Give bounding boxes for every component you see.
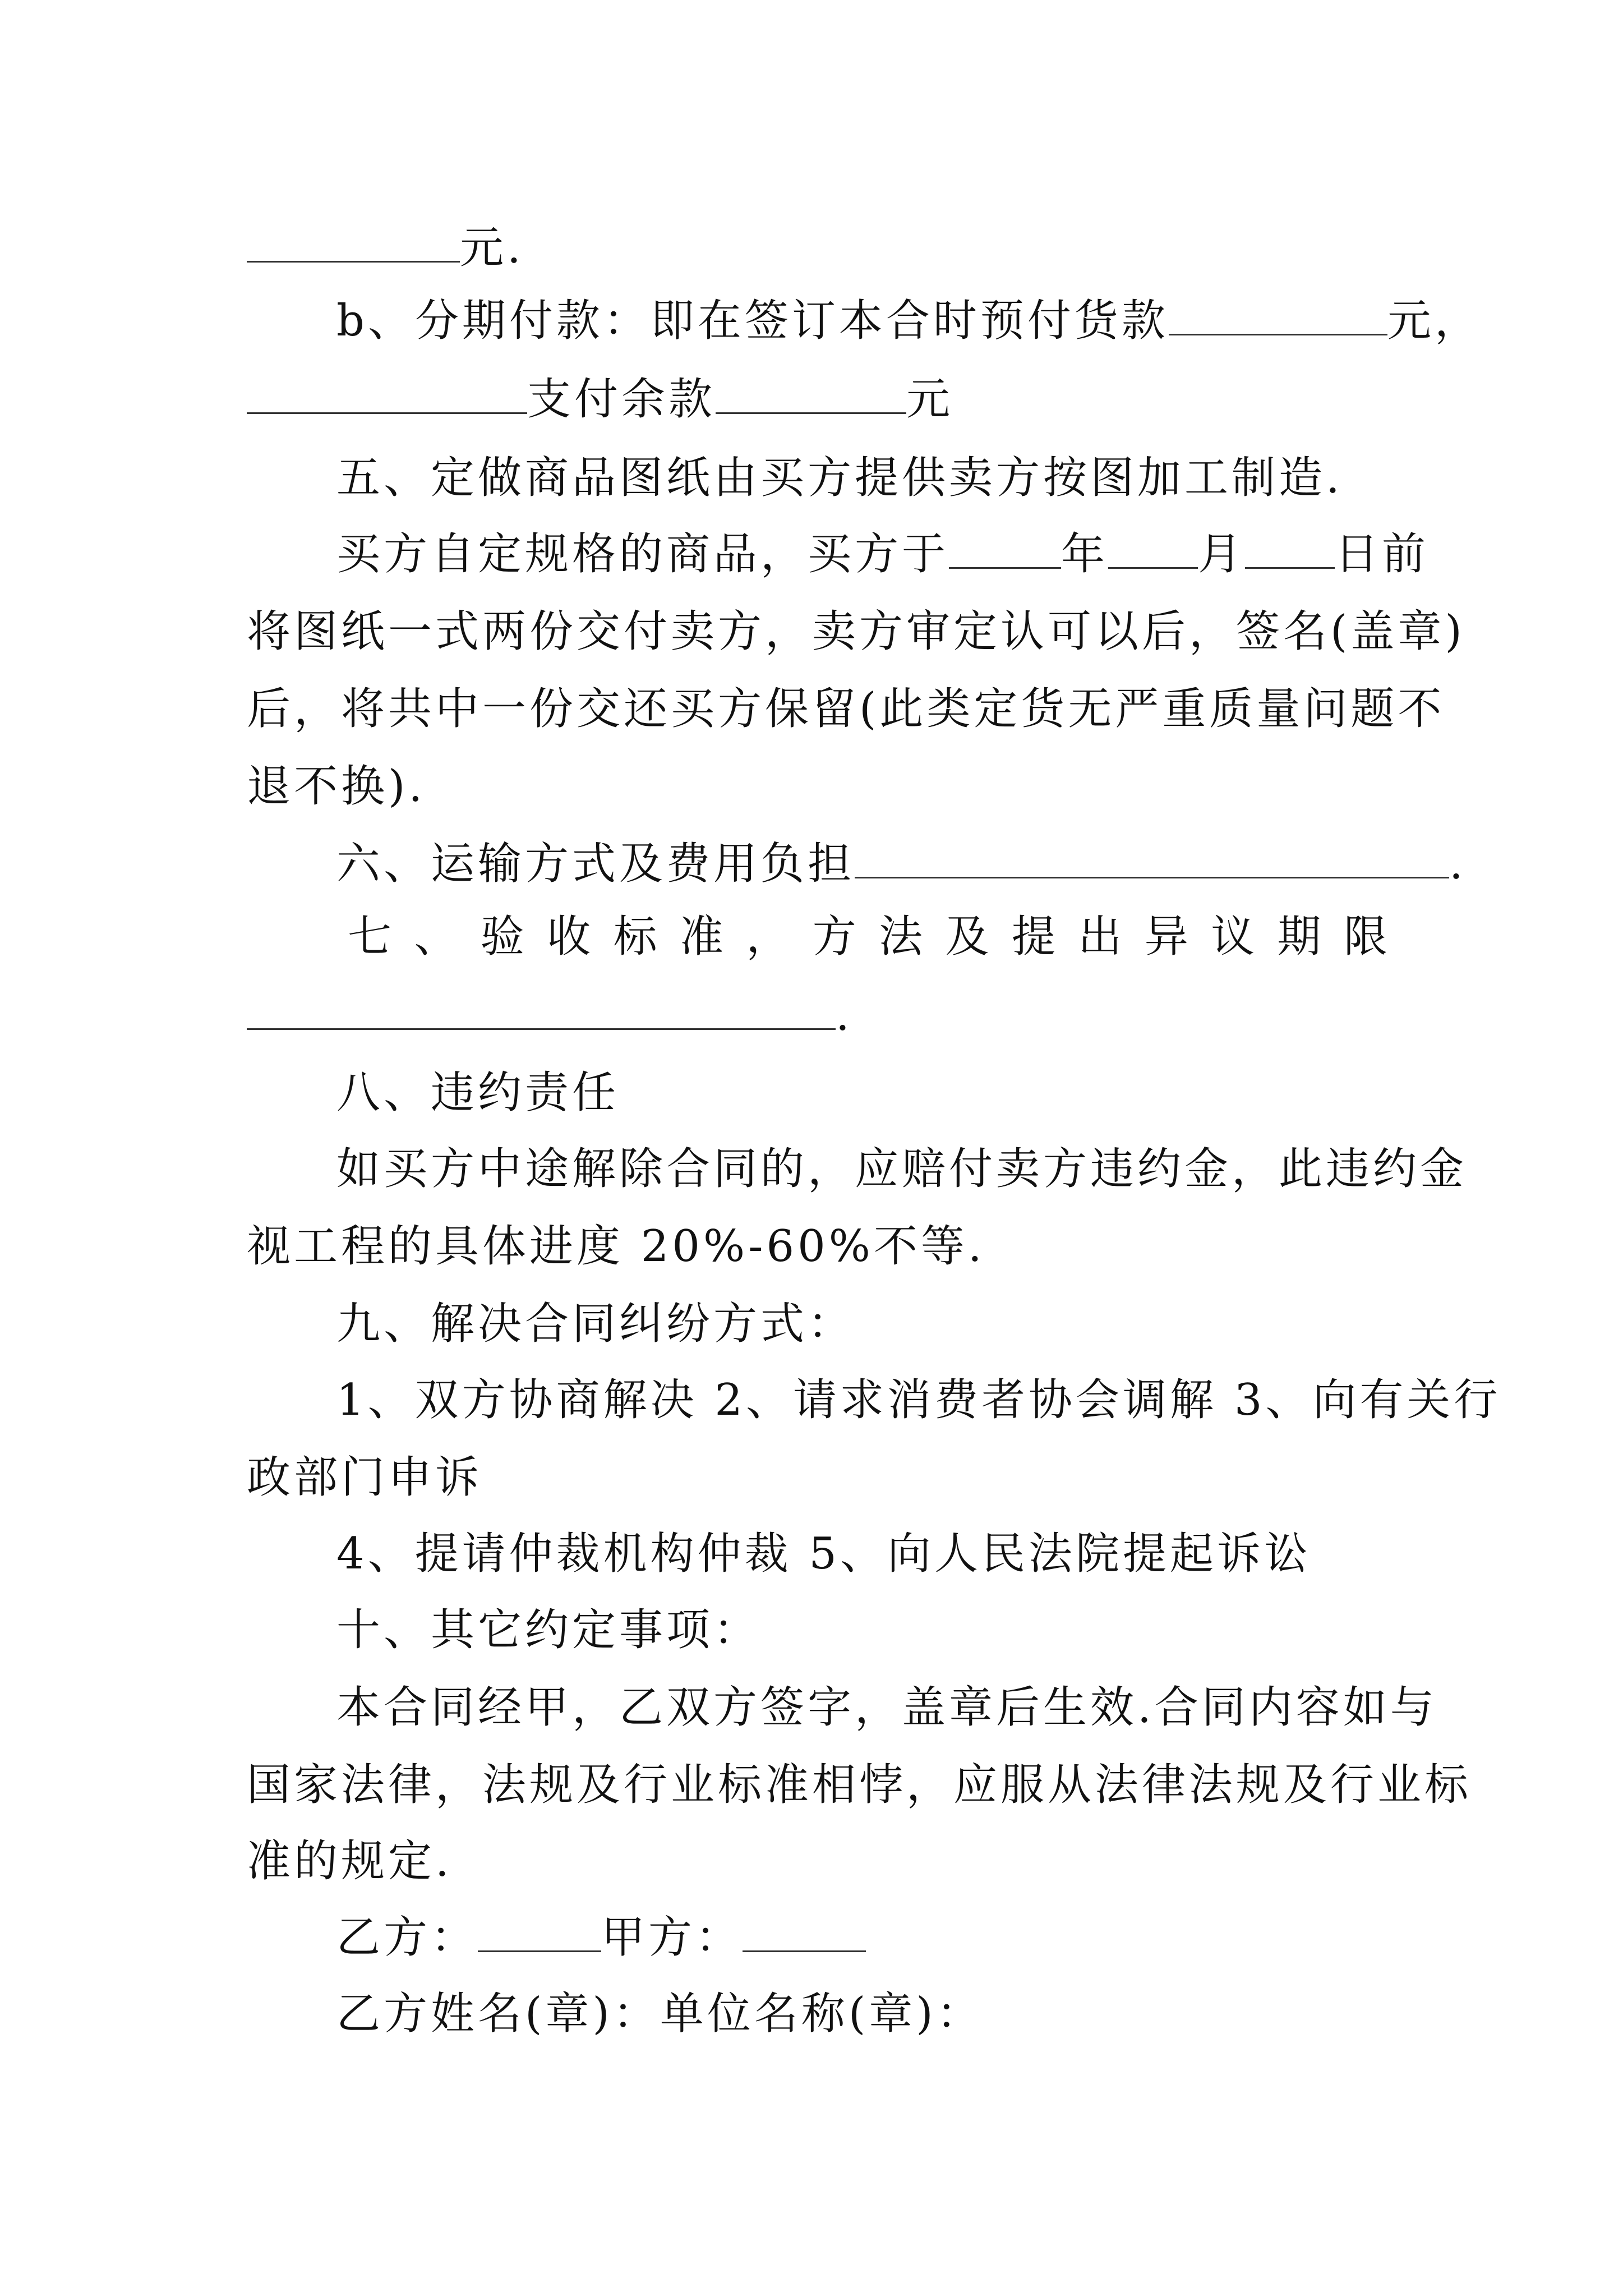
blank-field: [1108, 528, 1198, 569]
clause-10-line-3: 准的规定.: [247, 1836, 453, 1887]
clause-5-line-4: 退不换).: [247, 761, 426, 812]
char: 出: [1078, 912, 1126, 962]
text: 年: [1061, 529, 1109, 579]
blank-field: [743, 1911, 866, 1952]
blank-field: [247, 373, 527, 414]
char: 法: [879, 912, 926, 962]
clause-9-line-2: 政部门申诉: [247, 1452, 483, 1503]
clause-9-line-1: 1、双方协商解决 2、请求消费者协会调解 3、向有关行: [336, 1375, 1501, 1425]
signature-names: 乙方姓名(章)：单位名称(章)：: [336, 1989, 984, 2039]
text: 元.: [460, 223, 524, 273]
clause-8-heading: 八、违约责任: [336, 1068, 620, 1118]
clause-7: [348, 909, 1391, 965]
blank-field: [247, 222, 460, 263]
char: 议: [1211, 912, 1258, 962]
installment-line: [336, 293, 1481, 349]
text: 六、运输方式及费用负担: [336, 839, 855, 889]
char: 提: [1011, 912, 1059, 962]
char: 限: [1343, 912, 1391, 962]
clause-10-heading: 十、其它约定事项：: [336, 1605, 761, 1655]
text: 买方自定规格的商品，买方于: [336, 529, 949, 579]
blank-field: [949, 528, 1061, 569]
char: 、: [414, 912, 462, 962]
char: 七: [348, 912, 395, 962]
text: 元，: [1387, 296, 1482, 346]
char: 验: [480, 912, 528, 962]
clause-9-heading: 九、解决合同纠纷方式：: [336, 1299, 855, 1349]
char: 及: [945, 912, 993, 962]
clause-8-line-2: 视工程的具体进度 20%-60%不等.: [247, 1221, 985, 1272]
clause-5-line-1: [336, 526, 1481, 582]
blank-field: [1169, 295, 1387, 335]
blank-field: [1245, 528, 1335, 569]
party-b-label: 乙方：: [336, 1912, 478, 1963]
char: ，: [746, 912, 794, 962]
clause-10-line-2: 国家法律，法规及行业标准相悖，应服从法律法规及行业标: [247, 1760, 1472, 1810]
char: 收: [547, 912, 594, 962]
blank-field: [855, 838, 1449, 878]
text: b、分期付款：即在签订本合时预付货款: [336, 296, 1169, 346]
char: 异: [1144, 912, 1192, 962]
blank-field: [716, 373, 906, 414]
char: 方: [812, 912, 860, 962]
party-a-label: 甲方：: [601, 1912, 743, 1963]
clause-6: [336, 836, 1481, 892]
clause-5-heading: 五、定做商品图纸由买方提供卖方按图加工制造.: [336, 453, 1343, 503]
clause-7-blank-line: [247, 987, 1391, 1043]
clause-9-line-3: 4、提请仲裁机构仲裁 5、向人民法院提起诉讼: [336, 1529, 1312, 1579]
char: 标: [613, 912, 661, 962]
clause-8-line-1: 如买方中途解除合同的，应赔付卖方违约金，此违约金: [336, 1144, 1468, 1194]
blank-field: [247, 989, 836, 1030]
text: .: [836, 990, 853, 1041]
blank-field: [478, 1911, 601, 1952]
balance-line: [247, 371, 1391, 427]
char: 准: [679, 912, 727, 962]
text: 支付余款: [527, 374, 716, 425]
amount-line: [247, 220, 1391, 276]
text: 元: [906, 374, 954, 425]
signature-parties: [336, 1910, 1481, 1966]
clause-5-line-2: 将图纸一式两份交付卖方，卖方审定认可以后，签名(盖章): [247, 606, 1465, 657]
text: 月: [1198, 529, 1246, 579]
text: .: [1449, 839, 1467, 889]
text: 日前: [1335, 529, 1430, 579]
clause-10-line-1: 本合同经甲，乙双方签字，盖章后生效.合同内容如与: [336, 1682, 1437, 1733]
clause-5-line-3: 后，将共中一份交还买方保留(此类定货无严重质量问题不: [247, 684, 1445, 734]
char: 期: [1277, 912, 1325, 962]
